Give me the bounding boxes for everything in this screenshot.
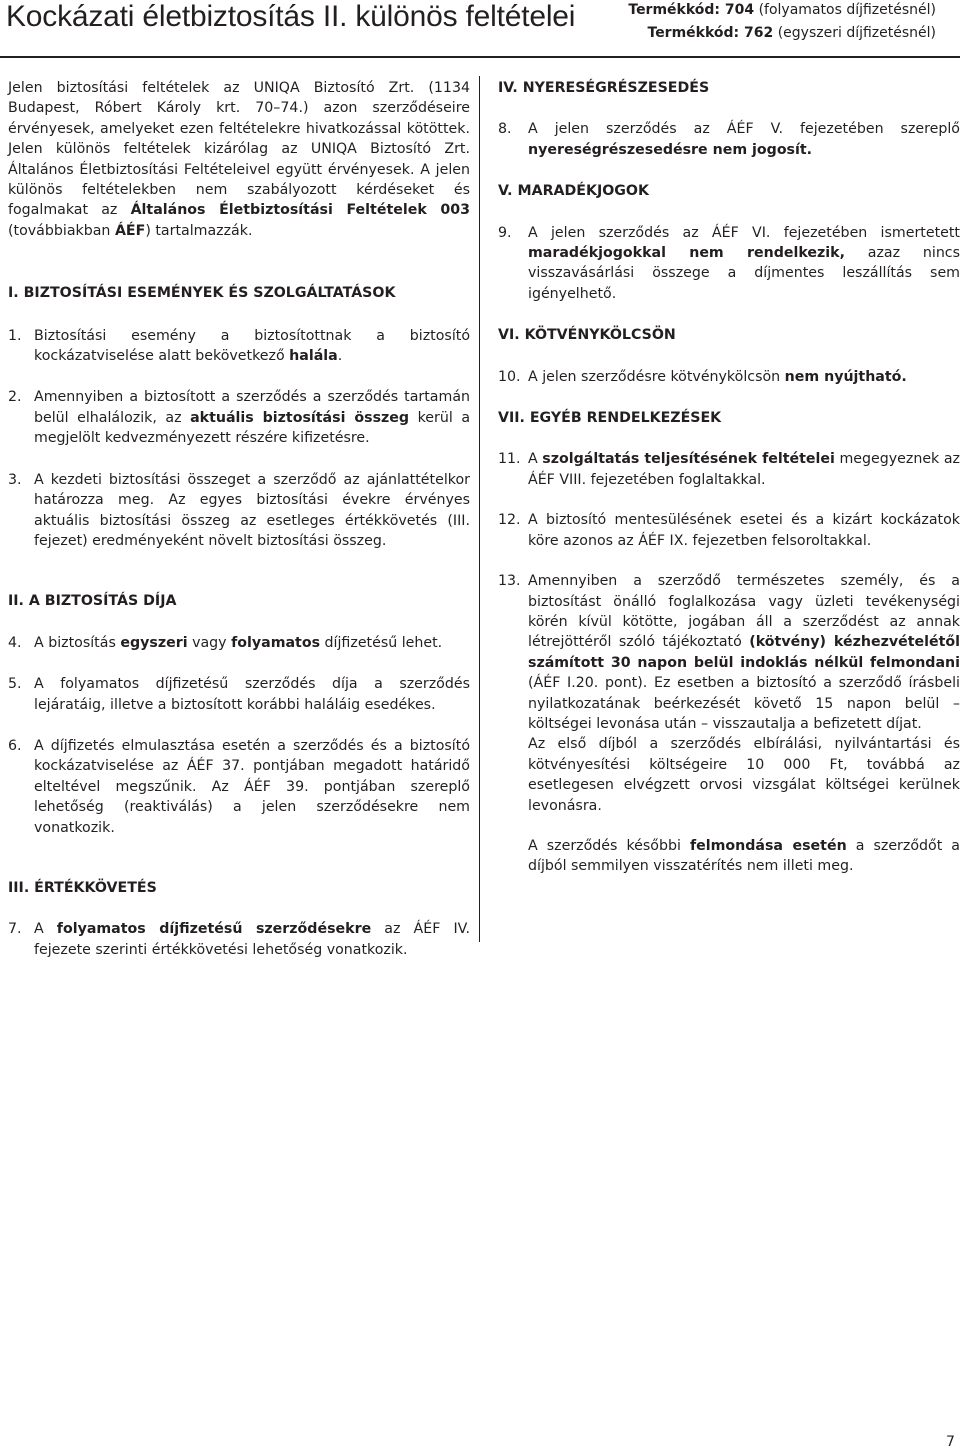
clause-text: Amennyiben a biztosított a szerződés a szerződés tartamán belül elhalálozik, az: [34, 389, 470, 426]
clause-8: [498, 119, 960, 160]
clause-bold: szolgáltatás teljesítésének feltételei: [542, 451, 835, 468]
clause-text: A biztosító mentesülésének esetei és a kizárt kockázatok köre azonos az ÁÉF IX. fejezetben felsoroltakkal.: [528, 512, 960, 549]
intro-paragraph: [8, 78, 470, 241]
clause-4: [8, 633, 470, 653]
clause-text: .: [337, 348, 343, 365]
clause-number: 8.: [498, 121, 512, 138]
clause-5: [8, 674, 470, 715]
clause-2: [8, 387, 470, 448]
clause-text: A jelen szerződésre kötvénykölcsön: [528, 368, 785, 385]
intro-text: (továbbiakban: [8, 222, 115, 239]
clause-bold: halála: [289, 348, 338, 365]
clause-13-termination: [498, 836, 960, 877]
column-divider: [479, 76, 480, 942]
product-code-704: [628, 0, 936, 20]
clause-11: [498, 449, 960, 490]
clause-number: 4.: [8, 634, 22, 651]
product-code-label: Termékkód: 704: [628, 2, 755, 18]
clause-bold: folyamatos: [231, 634, 321, 651]
clause-number: 12.: [498, 512, 521, 529]
section-heading-2: II. A BIZTOSÍTÁS DÍJA: [8, 593, 177, 610]
clause-number: 1.: [8, 327, 22, 344]
document-title: Kockázati életbiztosítás II. különös feltételei: [6, 0, 576, 33]
clause-text: A: [528, 451, 543, 468]
clause-text: A jelen szerződés az ÁÉF V. fejezetében szereplő: [528, 121, 960, 138]
clause-number: 11.: [498, 451, 521, 468]
clause-text: Az első díjból a szerződés elbírálási, nyilvántartási és kötvényesítési költségeire 10 000 Ft, továbbá az esetlegesen elvégzett orvosi vizsgálat költségei kerülnek levonásra.: [528, 736, 960, 814]
clause-text: kerül a megjelölt kedvezményezett részére kifizetésre.: [34, 409, 471, 447]
right-column: [498, 78, 960, 877]
header-rule: [0, 56, 960, 58]
page-number: 7: [946, 1434, 955, 1450]
clause-bold: maradékjogokkal nem rendelkezik,: [528, 245, 845, 262]
section-heading-7: VII. EGYÉB RENDELKEZÉSEK: [498, 410, 722, 427]
left-column: [8, 78, 470, 960]
clause-text: azaz nincs visszavásárlási összege a díjmentes leszállítás sem igényelhető.: [528, 245, 960, 302]
product-code-note: (folyamatos díjfizetésnél): [754, 2, 936, 18]
clause-9: [498, 223, 960, 305]
intro-text: ) tartalmazzák.: [145, 222, 253, 239]
clause-number: 7.: [8, 921, 22, 938]
clause-number: 13.: [498, 573, 521, 590]
clause-text: (ÁÉF I.20. pont). Ez esetben a biztosító a szerződő írásbeli nyilatkozatának beérkezését követő 15 napon belül – költségei levonása után – visszautalja a befizetett díjat.: [528, 675, 960, 732]
product-code-note: (egyszeri díjfizetésnél): [773, 25, 936, 41]
clause-13-fees: [498, 734, 960, 816]
clause-bold: (kötvény) kézhezvételétől számított 30 napon belül indoklás nélkül felmondani: [528, 634, 960, 671]
clause-text: A folyamatos díjfizetésű szerződés díja a szerződés lejáratáig, illetve a biztosított korábbi haláláig esedékes.: [34, 676, 470, 713]
clause-3: [8, 470, 470, 552]
clause-13: [498, 571, 960, 734]
clause-bold: nem nyújtható.: [784, 368, 907, 385]
clause-bold: folyamatos díjfizetésű szerződésekre: [56, 921, 372, 938]
clause-bold: nyereségrészesedésre nem jogosít.: [528, 141, 813, 158]
section-heading-3: III. ÉRTÉKKÖVETÉS: [8, 879, 157, 896]
clause-1: [8, 326, 470, 367]
product-code-label: Termékkód: 762: [647, 25, 774, 41]
clause-12: [498, 510, 960, 551]
clause-text: a szerződőt a díjból semmilyen visszatérítés nem illeti meg.: [528, 837, 960, 875]
clause-7: [8, 919, 470, 960]
clause-number: 2.: [8, 389, 22, 406]
clause-10: [498, 367, 960, 387]
product-code-762: [648, 23, 937, 43]
clause-text: A biztosítás: [34, 634, 121, 651]
clause-text: A díjfizetés elmulasztása esetén a szerződés és a biztosító kockázatviselése az ÁÉF 37. pontjában megadott határidő elteltével megszűnik. Az ÁÉF 39. pontjában szereplő lehetőség (reaktiválás) a jelen szerződésekre nem vonatkozik.: [34, 737, 470, 836]
clause-6: [8, 736, 470, 838]
clause-number: 3.: [8, 471, 22, 488]
section-heading-4: IV. NYERESÉGRÉSZESEDÉS: [498, 80, 710, 96]
clause-number: 10.: [498, 368, 521, 385]
clause-text: díjfizetésű lehet.: [320, 634, 443, 651]
section-heading-5: V. MARADÉKJOGOK: [498, 183, 649, 200]
clause-text: Biztosítási esemény a biztosítottnak a biztosító kockázatviselése alatt bekövetkező: [34, 327, 470, 365]
clause-bold: egyszeri: [120, 634, 188, 651]
clause-text: A kezdeti biztosítási összeget a szerződő az ajánlattételkor határozza meg. Az egyes biztosítási évekre érvényes aktuális biztosítási összeg az esetleges értékkövetés (III. fejezet) eredményeként növelt biztosítási összeg.: [34, 471, 470, 549]
clause-text: vagy: [187, 634, 232, 651]
clause-number: 5.: [8, 676, 22, 693]
section-heading-6: VI. KÖTVÉNYKÖLCSÖN: [498, 327, 676, 344]
section-heading-1: I. BIZTOSÍTÁSI ESEMÉNYEK ÉS SZOLGÁLTATÁSOK: [8, 285, 396, 302]
clause-text: A szerződés későbbi: [528, 837, 690, 854]
clause-text: megegyeznek az ÁÉF VIII. fejezetében foglaltakkal.: [528, 451, 960, 488]
intro-bold-aef: Általános Életbiztosítási Feltételek 003: [130, 202, 470, 219]
intro-text: Jelen biztosítási feltételek az UNIQA Biztosító Zrt. (1134 Budapest, Róbert Károly krt. 70–74.) azon szerződéseire érvényesek, amelyeket ezen feltételekre hivatkozással kötöttek. Jelen különös feltételek kizárólag az UNIQA Biztosító Zrt. Általános Életbiztosítási Feltételeivel együtt érvényesek. A jelen különös feltételekben nem szabályozott kérdéseket és fogalmakat az: [8, 80, 470, 219]
clause-number: 9.: [498, 224, 512, 241]
clause-text: A jelen szerződés az ÁÉF VI. fejezetében ismertetett: [528, 224, 960, 241]
clause-number: 6.: [8, 737, 22, 754]
intro-bold-abbrev: ÁÉF: [114, 222, 146, 239]
clause-text: Amennyiben a szerződő természetes személy, és a biztosítást önálló foglalkozása vagy üzleti tevékenységi körén kívül kötötte, jogában áll a szerződést az annak létrejöttéről szóló tájékoztató: [528, 573, 960, 651]
clause-text: az ÁÉF IV. fejezete szerinti értékkövetési lehetőség vonatkozik.: [34, 921, 471, 958]
clause-bold: aktuális biztosítási összeg: [190, 409, 410, 426]
clause-text: A: [34, 921, 57, 938]
clause-bold: felmondása esetén: [689, 837, 847, 854]
